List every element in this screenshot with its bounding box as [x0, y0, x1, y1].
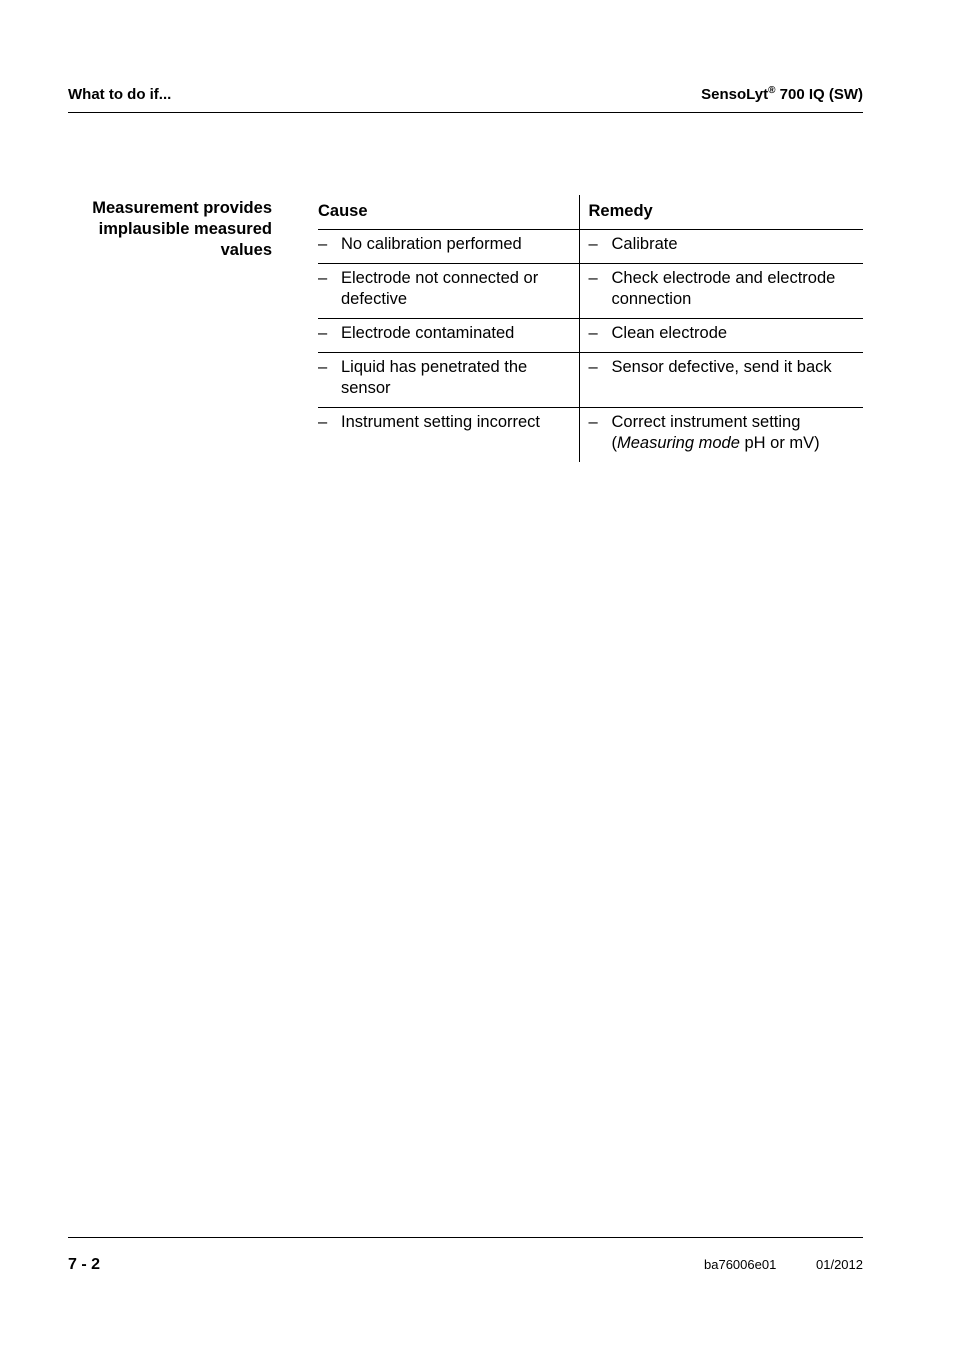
section-heading: [68, 198, 272, 261]
footer-rule: [68, 1237, 863, 1238]
dash-bullet: –: [588, 358, 598, 376]
document-id: ba76006e01: [704, 1257, 777, 1272]
remedy-text-main: Correct instrument setting: [611, 413, 801, 431]
table-row: [318, 264, 863, 319]
running-header-chapter: What to do if...: [68, 86, 172, 103]
remedy-cell: [579, 408, 863, 463]
remedy-text: Check electrode and electrode connection: [611, 269, 836, 308]
remedy-text-rest: pH or mV): [739, 434, 820, 452]
section-heading-line: Measurement provides: [92, 199, 272, 217]
registered-mark: ®: [768, 85, 776, 96]
table-row: [318, 230, 863, 264]
table-row: [318, 319, 863, 353]
dash-bullet: –: [318, 358, 328, 376]
cause-text: Liquid has penetrated the sensor: [341, 358, 528, 397]
dash-bullet: –: [318, 413, 328, 431]
document-date: 01/2012: [816, 1257, 863, 1272]
dash-bullet: –: [588, 324, 598, 342]
cause-cell: [318, 230, 579, 264]
header-rule: [68, 112, 863, 113]
dash-bullet: –: [318, 235, 328, 253]
running-header-product: [701, 86, 863, 103]
table-header-row: [318, 195, 863, 230]
remedy-cell: [579, 264, 863, 319]
cause-column-header: Cause: [318, 195, 579, 230]
remedy-text: Sensor defective, send it back: [611, 358, 832, 376]
product-model: 700 IQ (SW): [775, 86, 863, 103]
section-heading-line: values: [220, 241, 272, 259]
remedy-text: [612, 412, 864, 454]
dash-bullet: –: [588, 413, 598, 431]
cause-text: Instrument setting incorrect: [341, 413, 540, 431]
cause-text: No calibration performed: [341, 235, 522, 253]
remedy-cell: [579, 230, 863, 264]
remedy-text: Clean electrode: [611, 324, 728, 342]
menu-setting-name: Measuring mode: [617, 434, 740, 452]
cause-cell: [318, 408, 579, 463]
remedy-text: Calibrate: [611, 235, 678, 253]
dash-bullet: –: [588, 269, 598, 287]
remedy-cell: [579, 353, 863, 408]
cause-remedy-table: [318, 195, 863, 462]
remedy-cell: [579, 319, 863, 353]
dash-bullet: –: [318, 269, 328, 287]
cause-text: Electrode not connected or defective: [341, 269, 539, 308]
cause-cell: [318, 353, 579, 408]
table-row: [318, 353, 863, 408]
remedy-paren-open: (: [611, 434, 617, 452]
page-number: 7 - 2: [68, 1256, 101, 1273]
table-row: [318, 408, 863, 463]
dash-bullet: –: [318, 324, 328, 342]
cause-cell: [318, 319, 579, 353]
dash-bullet: –: [588, 235, 598, 253]
section-heading-line: implausible measured: [98, 220, 272, 238]
remedy-column-header: Remedy: [579, 195, 863, 230]
cause-text: Electrode contaminated: [341, 324, 515, 342]
cause-cell: [318, 264, 579, 319]
product-name: SensoLyt: [701, 86, 769, 103]
